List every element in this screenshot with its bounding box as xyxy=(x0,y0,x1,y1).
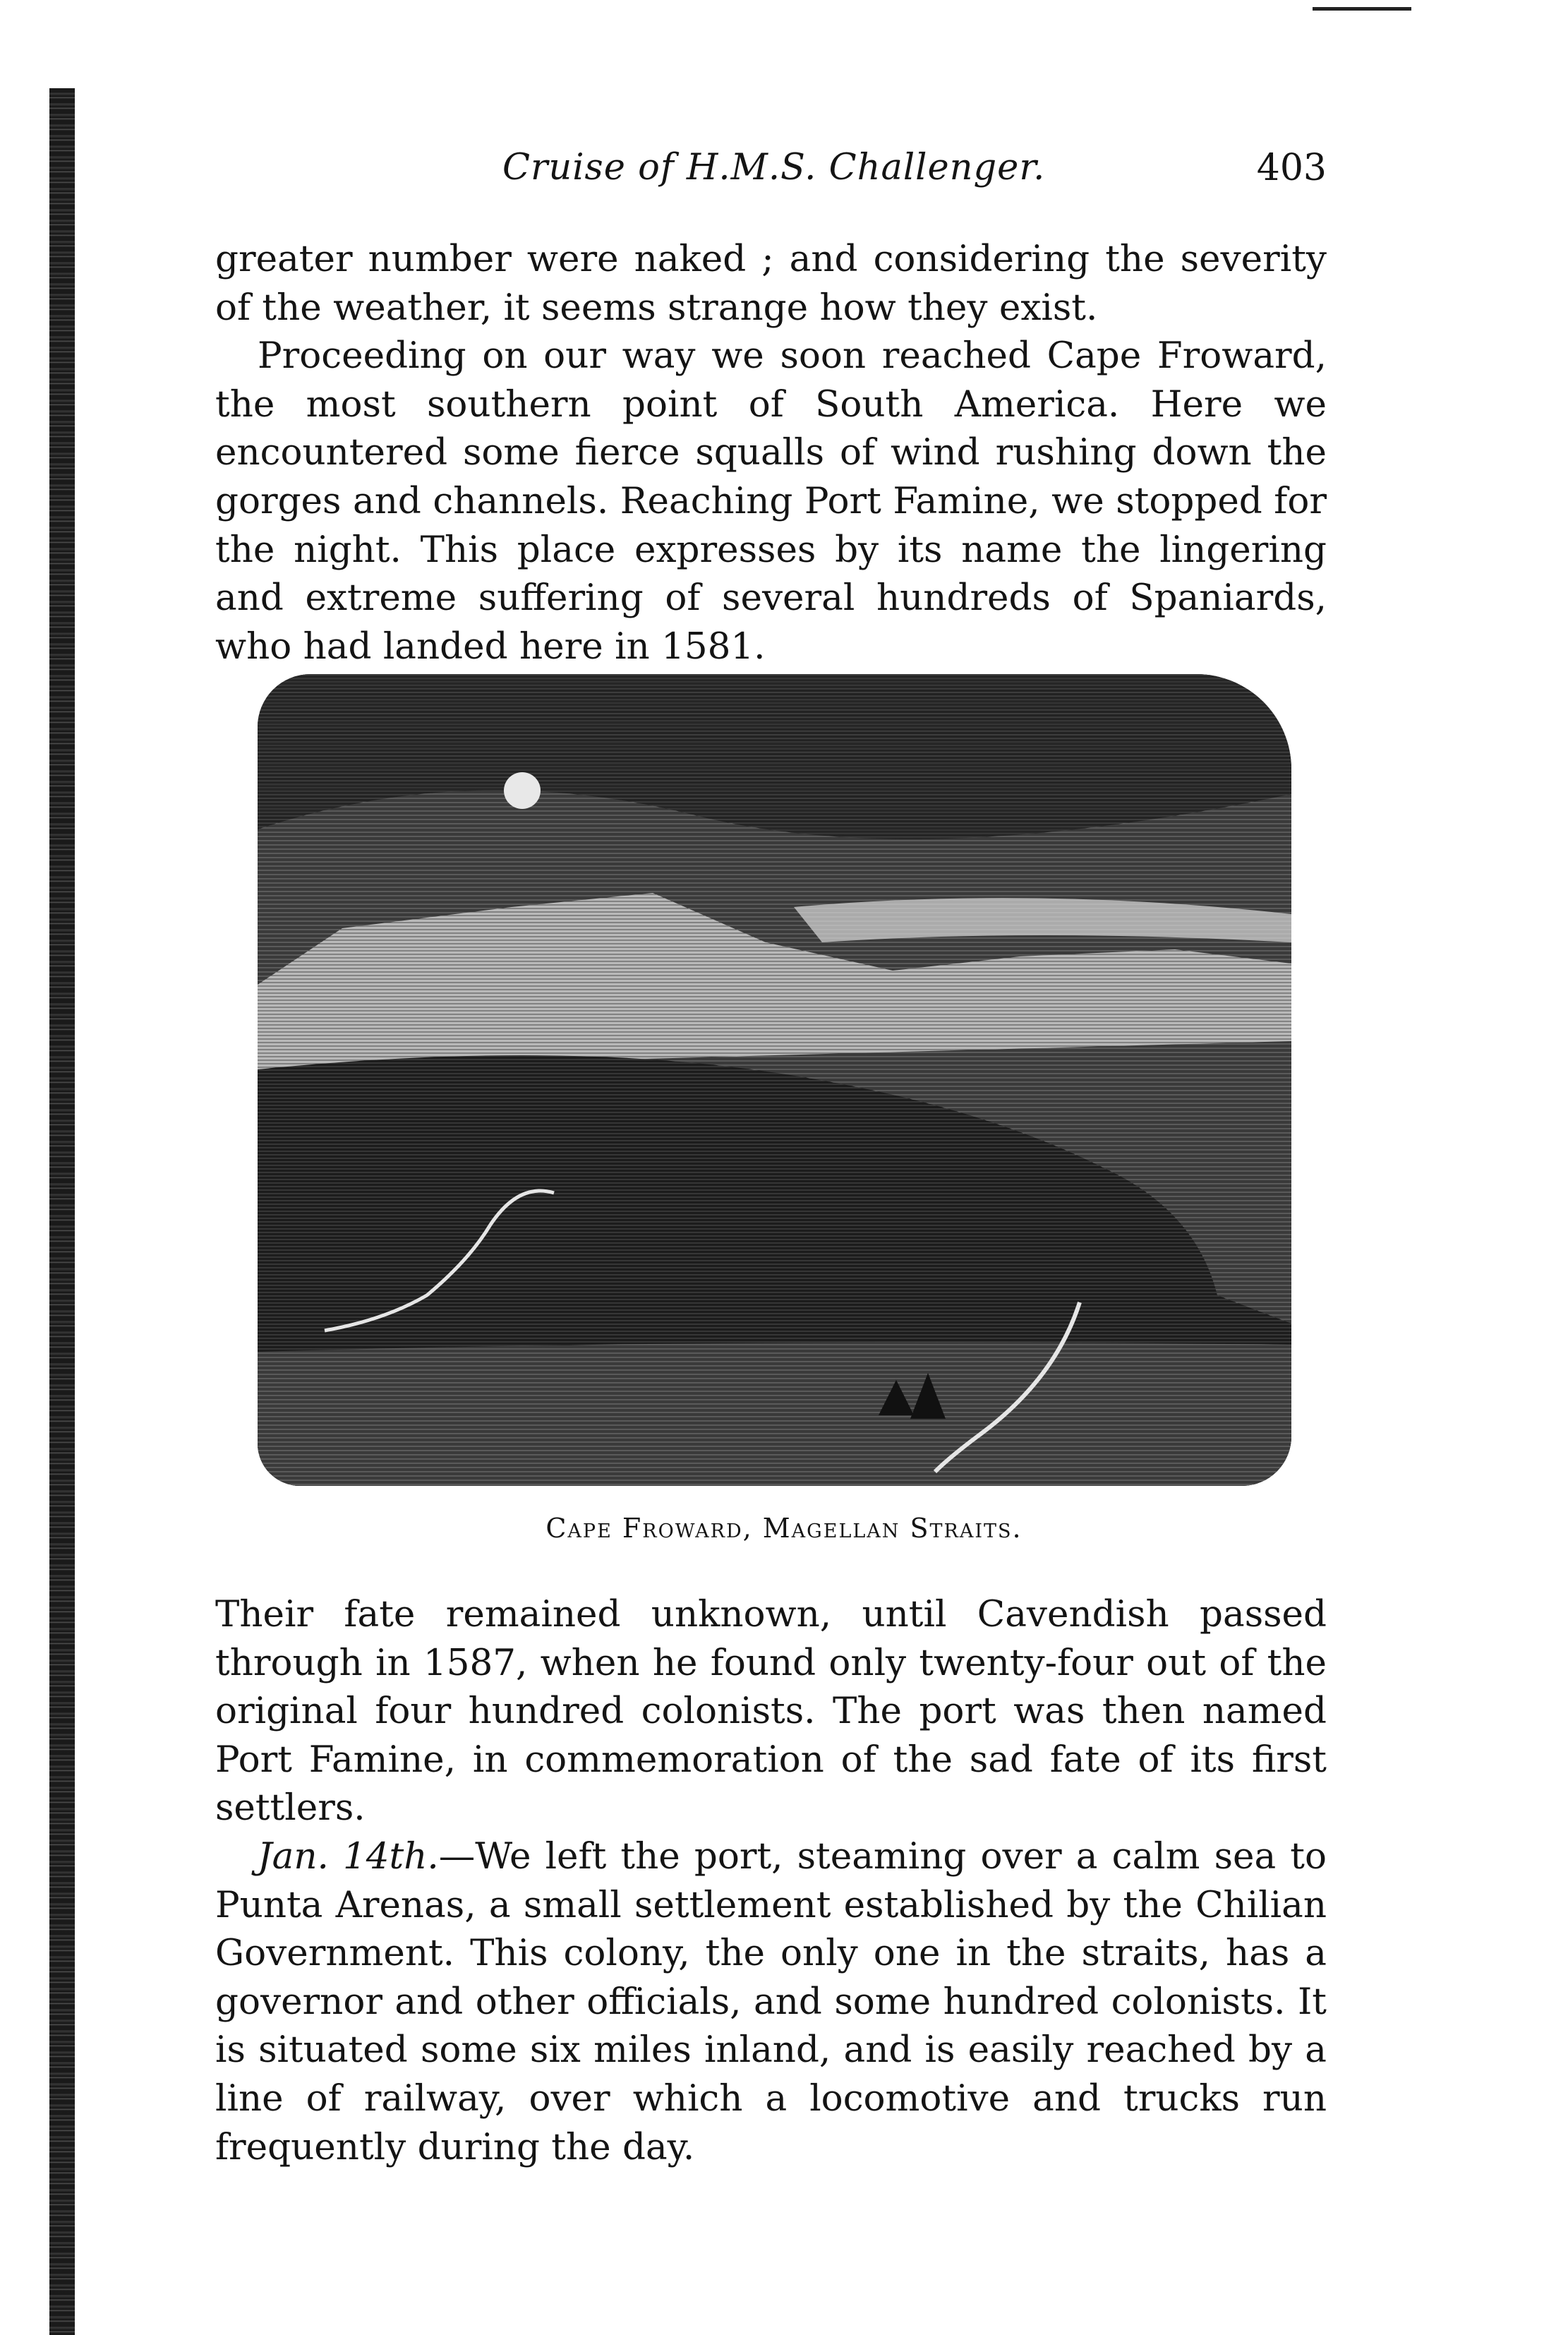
text-block-top xyxy=(215,235,1327,671)
entry-text: —We left the port, steaming over a calm sea to Punta Arenas, a small settlement established by the Chilian Government. This colony, the only one in the straits, has a governor and other officials, and some hundred colonists. It is situated some six miles inland, and is easily reached by a line of railway, over which a locomotive and trucks run frequently during the day. xyxy=(215,1835,1327,2168)
running-head xyxy=(212,141,1327,198)
paragraph: Their fate remained unknown, until Cavendish passed through in 1587, when he found only twenty-four out of the original four hundred colonists. The port was then named Port Famine, in commemoration of the sad fate of its first settlers. xyxy=(215,1593,1327,1830)
engraving-illustration xyxy=(258,674,1291,1486)
dated-paragraph xyxy=(215,1832,1327,2171)
text-block-bottom xyxy=(215,1590,1327,2171)
page-number: 403 xyxy=(1256,147,1327,189)
paragraph: Proceeding on our way we soon reached Cape Froward, the most southern point of South America. Here we encountered some fierce squalls of wind rushing down the gorges and channels. Reaching Port Famine, we stopped for the night. This place expresses by its name the lingering and extreme suffering of several hundreds of Spaniards, who had landed here in 1581. xyxy=(215,335,1327,668)
moon xyxy=(504,772,541,809)
sea xyxy=(258,1343,1291,1486)
paragraph: greater number were naked ; and considering the severity of the weather, it seems strange how they exist. xyxy=(215,238,1327,329)
figure-caption: Cape Froward, Magellan Straits. xyxy=(545,1513,1023,1544)
cape-froward-engraving xyxy=(258,674,1291,1486)
running-title: Cruise of H.M.S. Challenger. xyxy=(502,147,1046,188)
book-binding-edge xyxy=(49,88,75,2335)
top-edge-rule xyxy=(1313,7,1411,11)
entry-date: Jan. 14th. xyxy=(258,1835,439,1878)
